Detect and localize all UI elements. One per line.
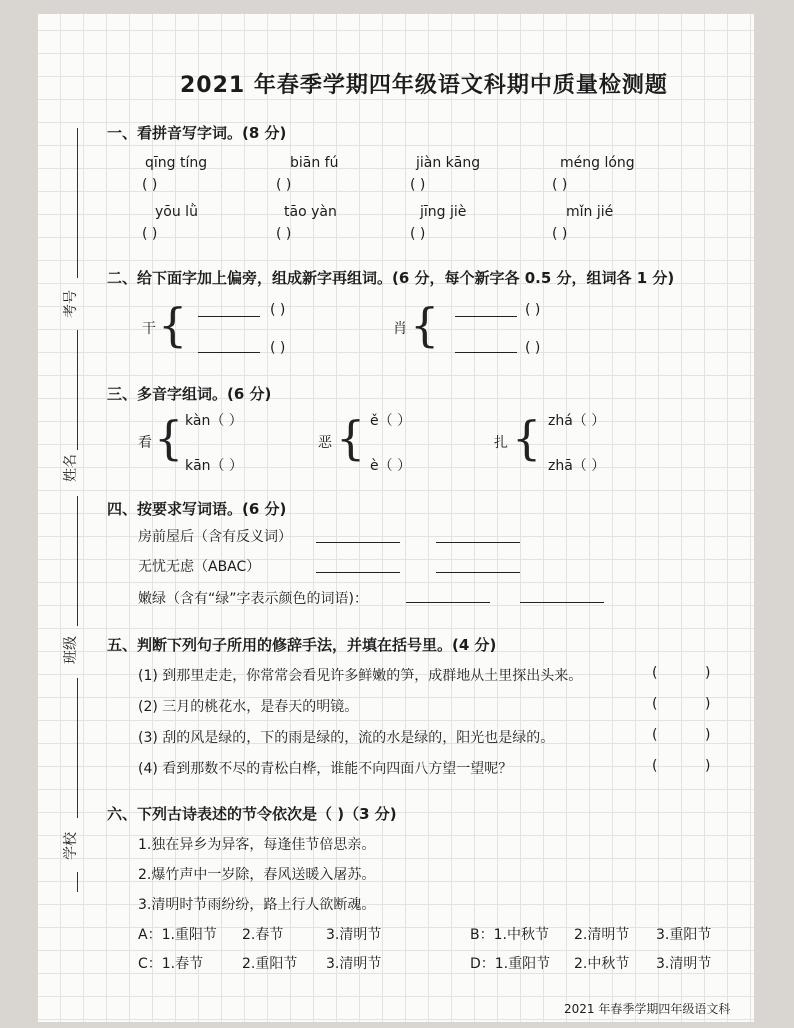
pinyin-4: méng lóng <box>560 155 635 171</box>
q4-2: 无忧无虑（ABAC） <box>138 559 261 575</box>
option-d-2: 2.中秋节 <box>574 956 630 972</box>
answer-paren-6[interactable]: ( ) <box>276 226 292 242</box>
char-xiao: 肖 <box>393 321 407 337</box>
char-zha: 扎 <box>494 435 508 451</box>
option-a-2: 2.春节 <box>242 927 284 943</box>
blank-gan-1[interactable] <box>198 316 260 317</box>
q5-3: (3) 刮的风是绿的，下的雨是绿的，流的水是绿的，阳光也是绿的。 <box>138 730 555 746</box>
blank-4-3b[interactable] <box>520 602 604 603</box>
label-banji: 班级 <box>63 636 79 664</box>
paren-gan-2[interactable]: ( ) <box>270 340 286 356</box>
option-c-1[interactable]: C：1.春节 <box>138 956 204 972</box>
kan-1-answer[interactable]: kān（ ） <box>185 458 244 474</box>
q5-1-paren-left[interactable]: ( <box>652 665 658 681</box>
section-1-heading: 一、看拼音写字词。(8 分) <box>107 124 287 142</box>
q4-1: 房前屋后（含有反义词） <box>138 529 292 545</box>
q5-4: (4) 看到那数不尽的青松白桦，谁能不向四面八方望一望呢？ <box>138 761 513 777</box>
option-d-1[interactable]: D：1.重阳节 <box>470 956 551 972</box>
page-footer: 2021 年春季学期四年级语文科 <box>564 1002 731 1016</box>
label-xingming: 姓名 <box>63 454 79 482</box>
answer-paren-3[interactable]: ( ) <box>410 177 426 193</box>
q5-3-paren-left[interactable]: ( <box>652 727 658 743</box>
option-b-2: 2.清明节 <box>574 927 630 943</box>
section-5-heading: 五、判断下列句子所用的修辞手法，并填在括号里。(4 分) <box>107 636 497 654</box>
e-3-answer[interactable]: ě（ ） <box>370 413 412 429</box>
binding-line-1 <box>77 128 78 278</box>
option-a-1[interactable]: A：1.重阳节 <box>138 927 217 943</box>
answer-paren-8[interactable]: ( ) <box>552 226 568 242</box>
section-2-heading: 二、给下面字加上偏旁，组成新字再组词。(6 分，每个新字各 0.5 分，组词各 1 分) <box>107 269 675 287</box>
blank-gan-2[interactable] <box>198 352 260 353</box>
pinyin-3: jiàn kāng <box>416 155 481 171</box>
pinyin-5: yōu lǜ <box>155 204 198 220</box>
blank-xiao-1[interactable] <box>455 316 517 317</box>
blank-4-2b[interactable] <box>436 572 520 573</box>
answer-paren-1[interactable]: ( ) <box>142 177 158 193</box>
paren-xiao-2[interactable]: ( ) <box>525 340 541 356</box>
blank-4-1a[interactable] <box>316 542 400 543</box>
page-title: 2021 年春季学期四年级语文科期中质量检测题 <box>180 73 668 98</box>
q4-3: 嫩绿（含有“绿”字表示颜色的词语)： <box>138 591 368 607</box>
poem-line-2: 2.爆竹声中一岁除，春风送暖入屠苏。 <box>138 867 376 883</box>
q5-4-paren-right[interactable]: ) <box>705 758 711 774</box>
option-c-3: 3.清明节 <box>326 956 382 972</box>
section-6-heading: 六、下列古诗表述的节令依次是（ )（3 分) <box>107 805 397 823</box>
poem-line-1: 1.独在异乡为异客，每逢佳节倍思亲。 <box>138 837 376 853</box>
zha-2-answer[interactable]: zhá（ ） <box>548 413 606 429</box>
answer-paren-4[interactable]: ( ) <box>552 177 568 193</box>
char-kan: 看 <box>138 435 152 451</box>
q5-1: (1) 到那里走走，你常常会看见许多鲜嫩的笋，成群地从土里探出头来。 <box>138 668 583 684</box>
answer-paren-7[interactable]: ( ) <box>410 226 426 242</box>
paren-gan-1[interactable]: ( ) <box>270 302 286 318</box>
kan-4-answer[interactable]: kàn（ ） <box>185 413 243 429</box>
option-b-1[interactable]: B：1.中秋节 <box>470 927 549 943</box>
brace-zha: { <box>512 411 542 465</box>
zha-1-answer[interactable]: zhā（ ） <box>548 458 606 474</box>
label-xuexiao: 学校 <box>63 832 79 860</box>
brace-kan: { <box>154 411 184 465</box>
pinyin-6: tāo yàn <box>284 204 337 220</box>
section-3-heading: 三、多音字组词。(6 分) <box>107 385 272 403</box>
binding-line-5 <box>77 872 78 892</box>
binding-line-2 <box>77 330 78 450</box>
answer-paren-2[interactable]: ( ) <box>276 177 292 193</box>
blank-4-2a[interactable] <box>316 572 400 573</box>
brace-xiao: { <box>410 298 440 352</box>
brace-e: { <box>336 411 366 465</box>
q5-2-paren-left[interactable]: ( <box>652 696 658 712</box>
q5-4-paren-left[interactable]: ( <box>652 758 658 774</box>
blank-4-1b[interactable] <box>436 542 520 543</box>
binding-line-3 <box>77 496 78 626</box>
pinyin-8: mǐn jié <box>566 204 614 220</box>
option-a-3: 3.清明节 <box>326 927 382 943</box>
pinyin-2: biān fú <box>290 155 339 171</box>
answer-paren-5[interactable]: ( ) <box>142 226 158 242</box>
blank-xiao-2[interactable] <box>455 352 517 353</box>
label-kaohao: 考号 <box>63 290 79 318</box>
paren-xiao-1[interactable]: ( ) <box>525 302 541 318</box>
pinyin-1: qīng tíng <box>145 155 208 171</box>
section-4-heading: 四、按要求写词语。(6 分) <box>107 500 287 518</box>
char-e: 恶 <box>318 435 332 451</box>
q5-3-paren-right[interactable]: ) <box>705 727 711 743</box>
brace-gan: { <box>158 298 188 352</box>
q5-1-paren-right[interactable]: ) <box>705 665 711 681</box>
blank-4-3a[interactable] <box>406 602 490 603</box>
e-4-answer[interactable]: è（ ） <box>370 458 412 474</box>
option-b-3: 3.重阳节 <box>656 927 712 943</box>
poem-line-3: 3.清明时节雨纷纷，路上行人欲断魂。 <box>138 897 376 913</box>
option-d-3: 3.清明节 <box>656 956 712 972</box>
q5-2-paren-right[interactable]: ) <box>705 696 711 712</box>
option-c-2: 2.重阳节 <box>242 956 298 972</box>
binding-line-4 <box>77 678 78 818</box>
char-gan: 干 <box>142 321 156 337</box>
q5-2: (2) 三月的桃花水，是春天的明镜。 <box>138 699 359 715</box>
pinyin-7: jīng jiè <box>420 204 467 220</box>
